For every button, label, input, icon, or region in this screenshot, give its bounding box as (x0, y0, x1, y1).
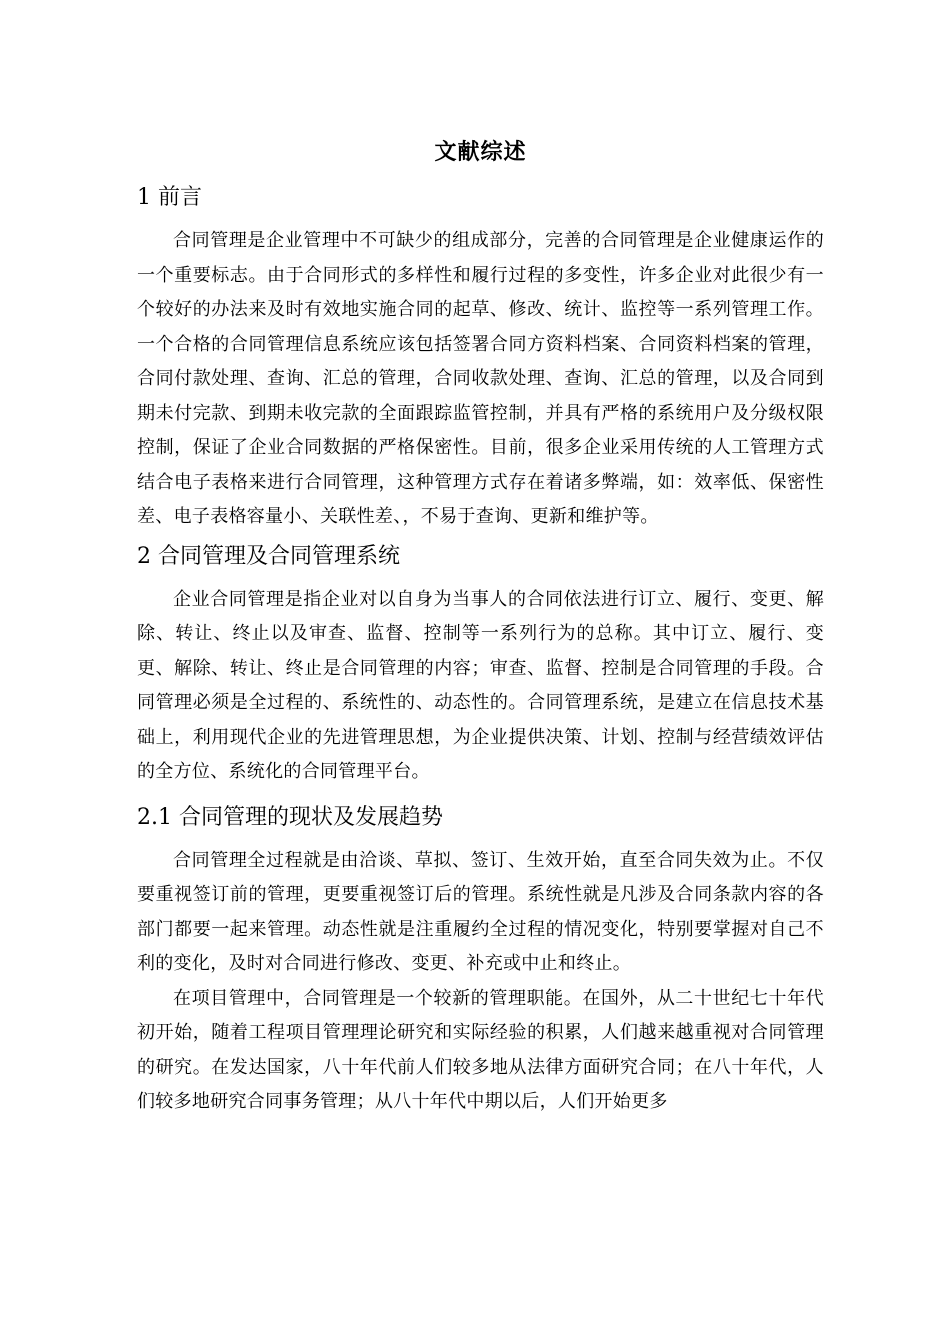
paragraph: 合同管理全过程就是由洽谈、草拟、签订、生效开始，直至合同失效为止。不仅要重视签订前的管理，更要重视签订后的管理。系统性就是凡涉及合同条款内容的各部门都要一起来管理。动态性就是注重履约全过程的情况变化，特别要掌握对自己不利的变化，及时对合同进行修改、变更、补充或中止和终止。 (137, 849, 824, 974)
subsection-heading-status-trends: 2.1 合同管理的现状及发展趋势 (137, 804, 443, 830)
paragraph: 合同管理是企业管理中不可缺少的组成部分，完善的合同管理是企业健康运作的一个重要标志。由于合同形式的多样性和履行过程的多变性，许多企业对此很少有一个较好的办法来及时有效地实施合同的起草、修改、统计、监控等一系列管理工作。一个合格的合同管理信息系统应该包括签署合同方资料档案、合同资料档案的管理，合同付款处理、查询、汇总的管理，合同收款处理、查询、汇总的管理，以及合同到期未付完款、到期未收完款的全面跟踪监管控制，并具有严格的系统用户及分级权限控制，保证了企业合同数据的严格保密性。目前，很多企业采用传统的人工管理方式结合电子表格来进行合同管理，这种管理方式存在着诸多弊端，如：效率低、保密性差、电子表格容量小、关联性差、，不易于查询、更新和维护等。 (137, 230, 824, 527)
document-title: 文献综述 (434, 139, 527, 165)
paragraph: 企业合同管理是指企业对以自身为当事人的合同依法进行订立、履行、变更、解除、转让、终止以及审查、监督、控制等一系列行为的总称。其中订立、履行、变更、解除、转让、终止是合同管理的内容；审查、监督、控制是合同管理的手段。合同管理必须是全过程的、系统性的、动态性的。合同管理系统，是建立在信息技术基础上，利用现代企业的先进管理思想，为企业提供决策、计划、控制与经营绩效评估的全方位、系统化的合同管理平台。 (137, 588, 824, 782)
document-body (137, 132, 824, 1120)
paragraph: 在项目管理中，合同管理是一个较新的管理职能。在国外，从二十世纪七十年代初开始，随着工程项目管理理论研究和实际经验的积累，人们越来越重视对合同管理的研究。在发达国家，八十年代前人们较多地从法律方面研究合同；在八十年代，人们较多地研究合同事务管理；从八十年代中期以后，人们开始更多 (137, 987, 824, 1112)
section-heading-preface: 1 前言 (137, 185, 202, 210)
section-heading-contract-management: 2 合同管理及合同管理系统 (137, 543, 400, 569)
